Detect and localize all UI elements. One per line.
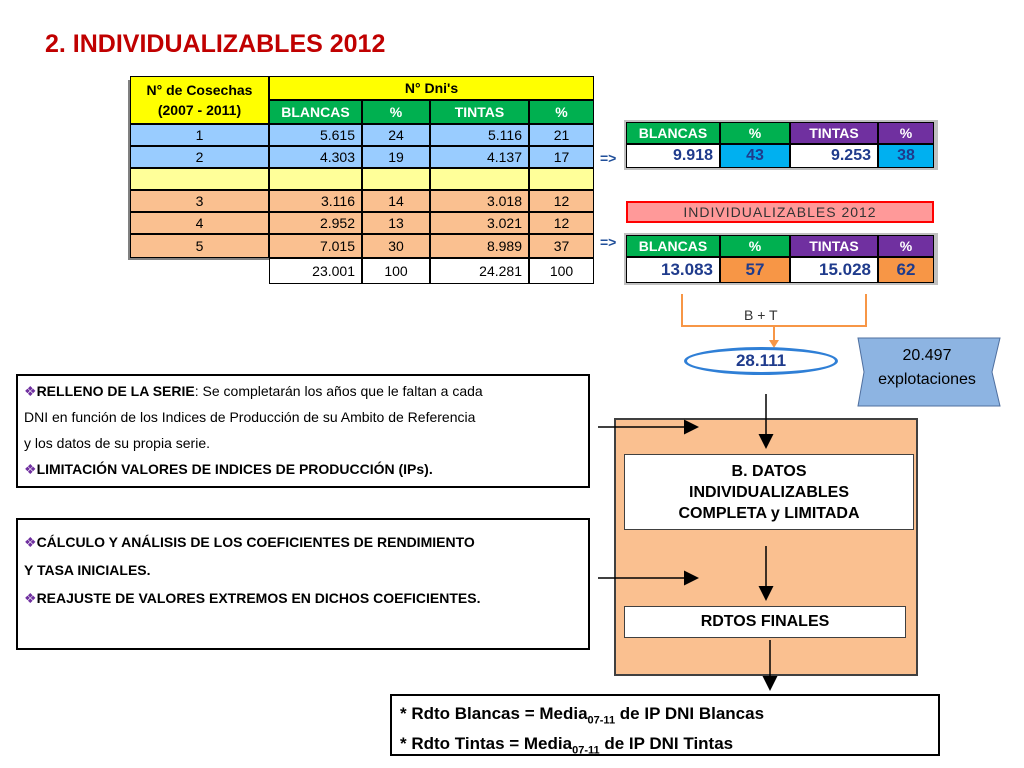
table-row-1-bp: 24 (362, 124, 430, 146)
relleno-line2: DNI en función de los Indices de Producción de su Ambito de Referencia (24, 409, 476, 425)
table-row-3-tp: 12 (529, 190, 594, 212)
relleno-line3: y los datos de su propia serie. (24, 435, 210, 451)
formula-blancas-sub: 07-11 (587, 714, 616, 727)
total-blancas-pct: 100 (362, 258, 430, 284)
table-a-bpct: 43 (720, 144, 790, 168)
table-row-5-n: 5 (130, 234, 269, 258)
total-blancas: 23.001 (269, 258, 362, 284)
reajuste-text: REAJUSTE DE VALORES EXTREMOS EN DICHOS COEFICIENTES. (36, 590, 481, 606)
table-row-2-t: 4.137 (430, 146, 529, 168)
formula-box (390, 694, 940, 756)
dnis-group-header: N° Dni's (269, 76, 594, 100)
bt-label: B + T (740, 307, 782, 323)
cosechas-header-line1: N° de Cosechas (146, 82, 253, 98)
table-row-1-n: 1 (130, 124, 269, 146)
formula-blancas (400, 702, 930, 732)
formula-blancas-b: de IP DNI Blancas (615, 704, 765, 723)
table-a-header-bpct: % (720, 122, 790, 144)
table-row-5-bp: 30 (362, 234, 430, 258)
rdtos-box: RDTOS FINALES (624, 606, 906, 638)
relleno-rest: : Se completarán los años que le faltan a cada (194, 383, 483, 399)
table-row-5-b: 7.015 (269, 234, 362, 258)
arrow-label-a: => (600, 150, 617, 166)
calculo-text-2: Y TASA INICIALES. (24, 562, 151, 578)
table-a-header-tpct: % (878, 122, 934, 144)
table-row-5-t: 8.989 (430, 234, 529, 258)
subheader-blancas-pct: % (362, 100, 430, 124)
table-row-4-t: 3.021 (430, 212, 529, 234)
subheader-blancas: BLANCAS (269, 100, 362, 124)
table-row-1-t: 5.116 (430, 124, 529, 146)
table-b-header-blancas: BLANCAS (626, 235, 720, 257)
table-b-tpct: 62 (878, 257, 934, 283)
table-row-3-bp: 14 (362, 190, 430, 212)
diamond-bullet-icon: ❖ (24, 534, 37, 550)
formula-tintas-b: de IP DNI Tintas (599, 734, 734, 754)
limitacion-text: LIMITACIÓN VALORES DE INDICES DE PRODUCCIÓN (IPs). (36, 461, 433, 477)
table-a-blancas: 9.918 (626, 144, 720, 168)
page-title: 2. INDIVIDUALIZABLES 2012 (45, 30, 386, 58)
diamond-bullet-icon: ❖ (24, 461, 37, 477)
table-b-header-tintas: TINTAS (790, 235, 878, 257)
table-row-3-b: 3.116 (269, 190, 362, 212)
diamond-bullet-icon: ❖ (24, 590, 37, 606)
table-row-4-bp: 13 (362, 212, 430, 234)
cosechas-header-line2: (2007 - 2011) (157, 102, 242, 118)
table-b-header-tpct: % (878, 235, 934, 257)
table-row-4-n: 4 (130, 212, 269, 234)
relleno-bold: RELLENO DE LA SERIE (36, 383, 195, 399)
explotaciones-label: explotaciones (878, 371, 976, 388)
table-row-5-tp: 37 (529, 234, 594, 258)
explotaciones-count: 20.497 (902, 347, 952, 364)
table-a-tintas: 9.253 (790, 144, 878, 168)
arrow-label-b: => (600, 234, 617, 250)
individualizables-label: INDIVIDUALIZABLES 2012 (626, 201, 934, 223)
table-row-3-t: 3.018 (430, 190, 529, 212)
formula-tintas-sub: 07-11 (572, 744, 600, 757)
table-row-2-b: 4.303 (269, 146, 362, 168)
subheader-tintas: TINTAS (430, 100, 529, 124)
table-b-header-bpct: % (720, 235, 790, 257)
datos-line2: INDIVIDUALIZABLES (689, 483, 849, 501)
calculo-text-1: CÁLCULO Y ANÁLISIS DE LOS COEFICIENTES DE RENDIMIENTO (36, 534, 475, 550)
total-tintas-pct: 100 (529, 258, 594, 284)
formula-tintas (400, 732, 930, 762)
table-b-blancas: 13.083 (626, 257, 720, 283)
table-row-4-tp: 12 (529, 212, 594, 234)
table-row-2-tp: 17 (529, 146, 594, 168)
subheader-tintas-pct: % (529, 100, 594, 124)
table-a-header-tintas: TINTAS (790, 122, 878, 144)
total-oval: 28.111 (684, 347, 838, 375)
table-row-4-b: 2.952 (269, 212, 362, 234)
table-a-tpct: 38 (878, 144, 934, 168)
table-row-2-n: 2 (130, 146, 269, 168)
table-a-header-blancas: BLANCAS (626, 122, 720, 144)
diamond-bullet-icon: ❖ (24, 383, 37, 399)
table-row-2-bp: 19 (362, 146, 430, 168)
table-row-3-n: 3 (130, 190, 269, 212)
table-row-1-b: 5.615 (269, 124, 362, 146)
datos-line1: B. DATOS (731, 462, 807, 480)
total-tintas: 24.281 (430, 258, 529, 284)
table-b-tintas: 15.028 (790, 257, 878, 283)
table-b-bpct: 57 (720, 257, 790, 283)
formula-blancas-a: * Rdto Blancas = Media (400, 704, 588, 723)
datos-line3: COMPLETA y LIMITADA (678, 504, 860, 522)
formula-tintas-a: * Rdto Tintas = Media (400, 734, 573, 754)
table-row-1-tp: 21 (529, 124, 594, 146)
